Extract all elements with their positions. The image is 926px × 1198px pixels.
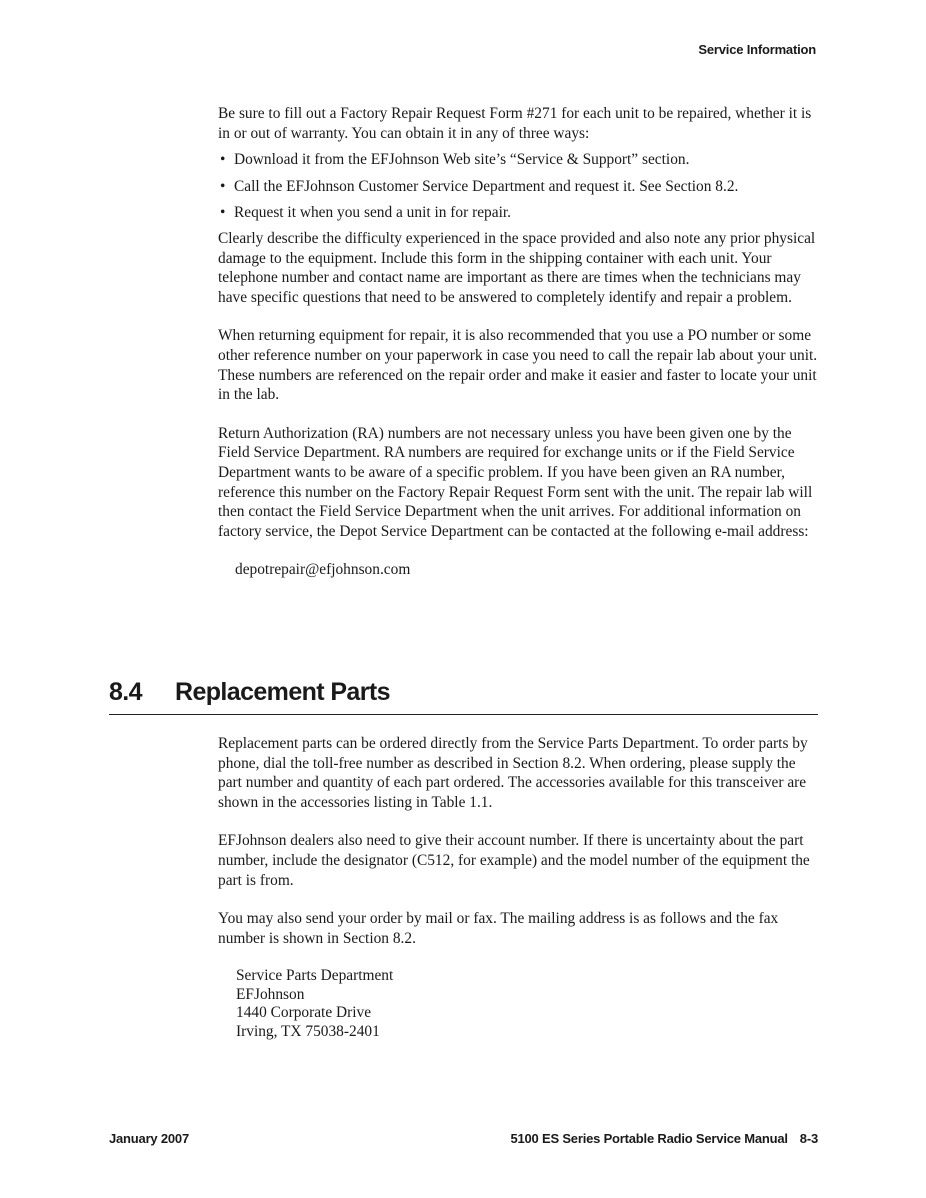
- obtain-form-list: [218, 150, 818, 223]
- mailing-address: [218, 967, 818, 1041]
- address-line: 1440 Corporate Drive: [236, 1004, 372, 1022]
- dealer-paragraph: EFJohnson dealers also need to give their account number. If there is uncertainty about the part number, include the designator (C512, for example) and the model number of the equipment the part is from.: [218, 832, 810, 889]
- manual-title: 5100 ES Series Portable Radio Service Manual: [510, 1131, 788, 1146]
- footer-date: January 2007: [109, 1131, 189, 1146]
- mail-fax-paragraph: You may also send your order by mail or fax. The mailing address is as follows and the fax number is shown in Section 8.2.: [218, 910, 779, 947]
- difficulty-paragraph: Clearly describe the difficulty experienced in the space provided and also note any prior physical damage to the equipment. Include this form in the shipping container with each unit. Your telephone number and contact name are important as there are times when the technicians may have specific questions that need to be answered to completely identify and repair a problem.: [218, 229, 816, 306]
- po-number-paragraph: When returning equipment for repair, it is also recommended that you use a PO number or some other reference number on your paperwork in case you need to call the repair lab about your unit. These numbers are referenced on the repair order and make it easier and faster to locate your unit in the lab.: [218, 327, 818, 404]
- section-title: Replacement Parts: [175, 678, 390, 706]
- ordering-paragraph: Replacement parts can be ordered directly from the Service Parts Department. To order parts by phone, dial the toll-free number as described in Section 8.2. When ordering, please supply the part number and quantity of each part ordered. The accessories available for this transceiver are shown in the accessories listing in Table 1.1.: [218, 735, 808, 811]
- list-item: • Download it from the EFJohnson Web site’s “Service & Support” section.: [220, 151, 690, 169]
- list-item: • Request it when you send a unit in for repair.: [220, 204, 511, 222]
- intro-paragraph: Be sure to fill out a Factory Repair Request Form #271 for each unit to be repaired, whether it is in or out of warranty. You can obtain it in any of three ways:: [218, 105, 812, 142]
- bullet-icon: •: [220, 177, 226, 195]
- page-number: 8-3: [799, 1131, 818, 1146]
- address-line: Irving, TX 75038-2401: [236, 1022, 380, 1040]
- list-item: • Call the EFJohnson Customer Service Department and request it. See Section 8.2.: [220, 177, 739, 195]
- bullet-icon: •: [220, 204, 226, 222]
- replacement-parts-body: [218, 734, 818, 1041]
- address-line: Service Parts Department: [236, 967, 394, 985]
- footer-manual: [510, 1131, 818, 1146]
- section-heading: [109, 678, 818, 715]
- section-number: 8.4: [109, 678, 142, 706]
- ra-number-paragraph: Return Authorization (RA) numbers are not necessary unless you have been given one by the Field Service Department. RA numbers are required for exchange units or if the Field Service Department wants to be aware of a specific problem. If you have been given an RA number, reference this number on the Factory Repair Request Form sent with the unit. The repair lab will then contact the Field Service Department when the unit arrives. For additional information on factory service, the Depot Service Department can be contacted at the following e-mail address:: [218, 424, 813, 540]
- running-header: Service Information: [698, 42, 816, 57]
- address-line: EFJohnson: [236, 985, 305, 1003]
- bullet-icon: •: [220, 151, 226, 169]
- service-info-body: [218, 104, 818, 580]
- depot-email[interactable]: depotrepair@efjohnson.com: [235, 561, 411, 579]
